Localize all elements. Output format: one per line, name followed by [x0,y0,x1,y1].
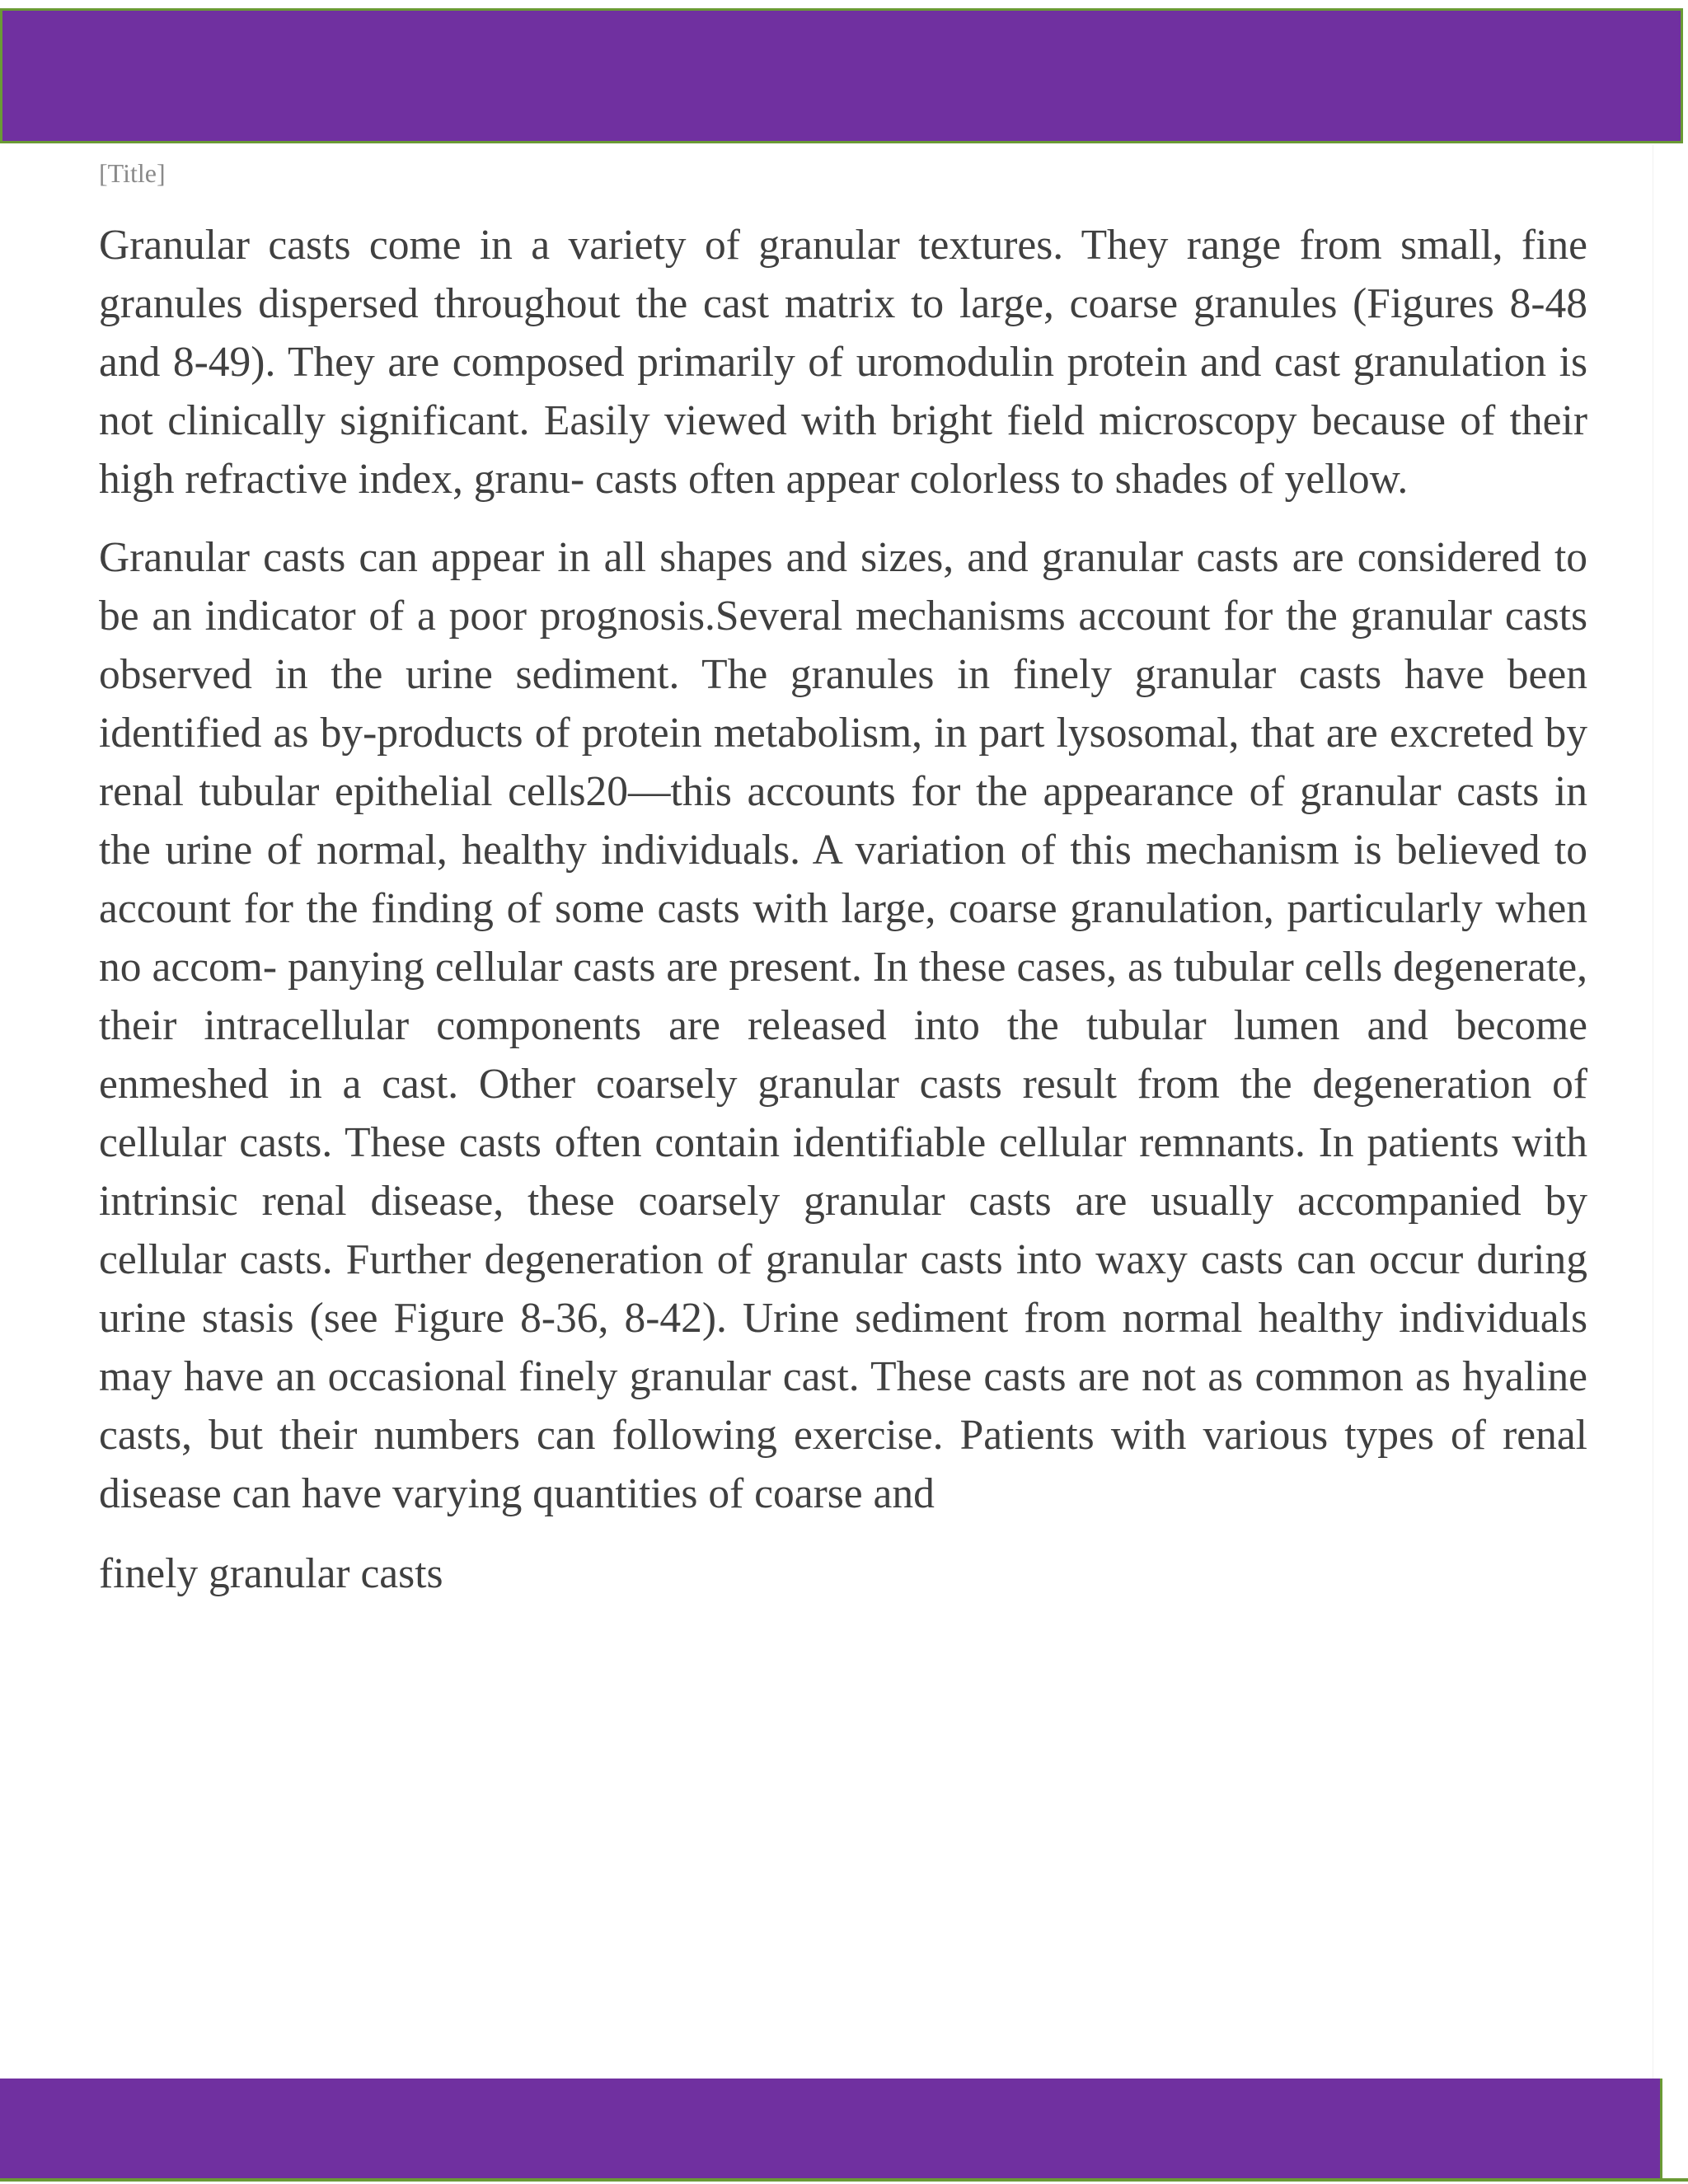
paragraph-granular-textures: Granular casts come in a variety of granular textures. They range from small, fine granules dispersed throughout the cast matrix to large, coarse granules (Figures 8-48 and 8-49). They are composed primarily of uromodulin protein and cast granulation is not clinically significant. Easily viewed with bright field microscopy because of their high refractive index, granu- casts often appear colorless to shades of yellow. [99,222,1587,503]
body-text [99,216,1587,1603]
footer-banner-edge [1660,2079,1662,2181]
footer-banner [0,2079,1662,2181]
header-banner [0,8,1683,143]
paragraph-granular-mechanisms: Granular casts can appear in all shapes and sizes, and granular casts are considered to be an indicator of a poor prognosis.Several mechanisms account for the granular casts observed in the urine sediment. The granules in finely granular casts have been identified as by-products of protein metabolism, in part lysosomal, that are excreted by renal tubular epithelial cells20—this accounts for the appearance of granular casts in the urine of normal, healthy individuals. A variation of this mechanism is believed to account for the finding of some casts with large, coarse granulation, particularly when no accom- panying cellular casts are present. In these cases, as tubular cells degenerate, their intracellular components are released into the tubular lumen and become enmeshed in a cast. Other coarsely granular casts result from the degeneration of cellular casts. These casts often contain identifiable cellular remnants. In patients with intrinsic renal disease, these coarsely granular casts are usually accompanied by cellular casts. Further degeneration of granular casts into waxy casts can occur during urine stasis (see Figure 8-36, 8-42). Urine sediment from normal healthy individuals may have an occasional finely granular cast. These casts are not as common as hyaline casts, but their numbers can following exercise. Patients with various types of renal disease can have varying quantities of coarse and [99,534,1587,1517]
footer-border-line [0,2178,1688,2182]
title-placeholder[interactable]: [Title] [99,158,166,188]
paragraph-closing-line: finely granular casts [99,1550,443,1597]
